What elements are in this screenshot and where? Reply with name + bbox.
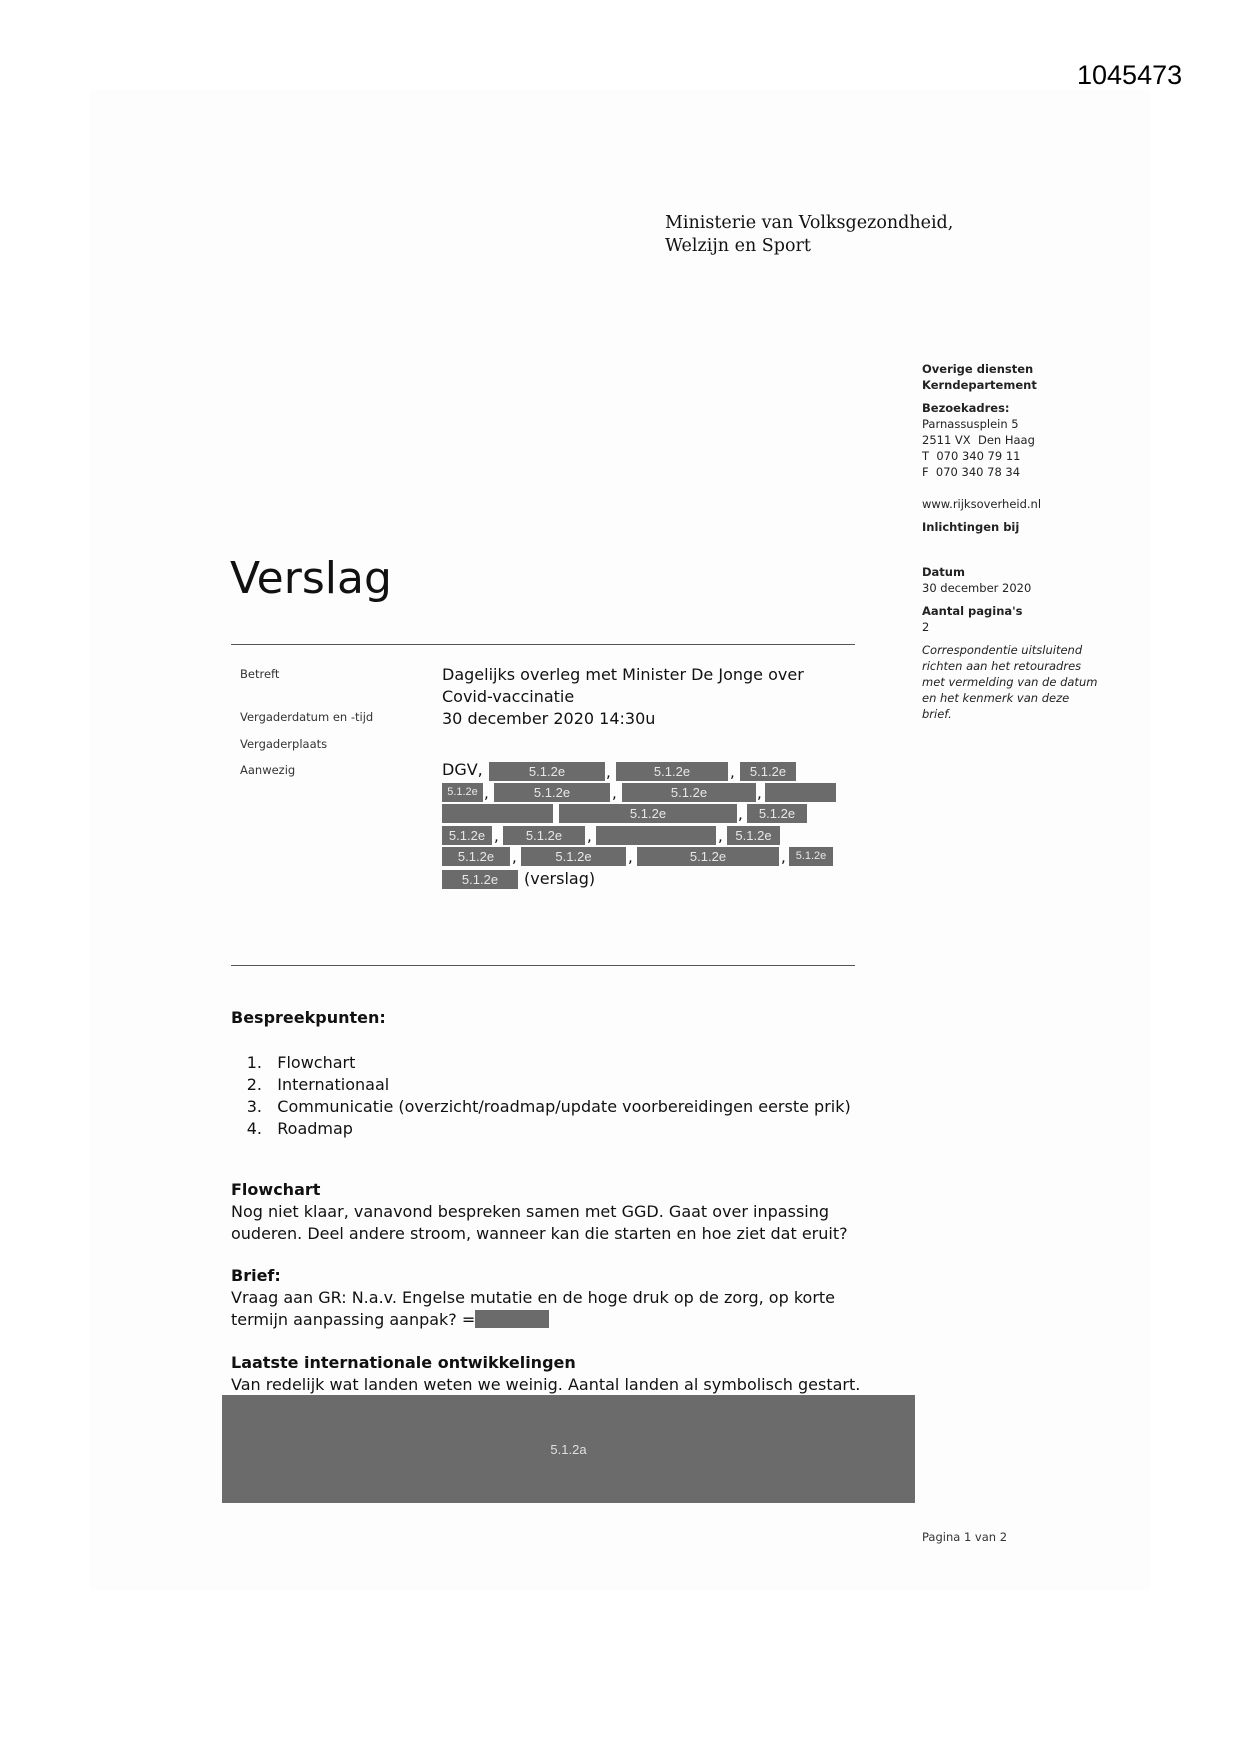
item-number: 3. — [246, 1097, 262, 1116]
comma: , — [606, 763, 611, 781]
note-line: en het kenmerk van deze — [922, 691, 1070, 705]
redaction: 5.1.2e — [442, 783, 483, 802]
redaction: 5.1.2e — [442, 847, 510, 866]
pages-label: Aantal pagina's — [922, 604, 1023, 618]
redaction: 5.1.2e — [622, 783, 756, 802]
section-heading: Laatste internationale ontwikkelingen — [231, 1353, 576, 1372]
agenda-item — [231, 1052, 851, 1074]
item-label: Roadmap — [277, 1119, 353, 1138]
subject-label: Betreft — [240, 667, 280, 681]
section-heading: Brief: — [231, 1266, 281, 1285]
comma: , — [628, 848, 633, 866]
redaction: 5.1.2e — [616, 762, 728, 781]
section-text: termijn aanpassing aanpak? = — [231, 1310, 476, 1329]
comma: , — [730, 763, 735, 781]
comma: , — [512, 848, 517, 866]
note-line: brief. — [922, 707, 952, 721]
redaction: 5.1.2e — [503, 826, 585, 845]
item-label: Internationaal — [277, 1075, 390, 1094]
item-number: 2. — [246, 1075, 262, 1094]
redaction: 5.1.2e — [747, 804, 807, 823]
address-line-2: 2511 VX Den Haag — [922, 433, 1035, 447]
sidebar-info — [922, 361, 1097, 722]
section-text: Vraag aan GR: N.a.v. Engelse mutatie en de hoge druk op de zorg, op korte — [231, 1288, 836, 1307]
place-label: Vergaderplaats — [240, 737, 328, 751]
redaction: 5.1.2e — [637, 847, 779, 866]
date-label: Datum — [922, 565, 965, 579]
redaction: 5.1.2e — [521, 847, 626, 866]
redaction: 5.1.2e — [740, 762, 796, 781]
section-text: ouderen. Deel andere stroom, wanneer kan die starten en hoe ziet dat eruit? — [231, 1224, 848, 1243]
comma: , — [484, 784, 489, 802]
divider — [231, 644, 855, 645]
dept-2: Kerndepartement — [922, 378, 1037, 392]
ministry-line-2: Welzijn en Sport — [665, 236, 811, 256]
present-label: Aanwezig — [240, 763, 296, 777]
agenda-item — [231, 1118, 851, 1140]
comma: , — [587, 827, 592, 845]
redaction: 5.1.2e — [559, 804, 737, 823]
comma: , — [757, 784, 762, 802]
subject-value — [442, 664, 804, 730]
comma: , — [781, 848, 786, 866]
note-line: Correspondentie uitsluitend — [922, 643, 1083, 657]
item-number: 4. — [246, 1119, 262, 1138]
section-heading: Flowchart — [231, 1180, 321, 1199]
section-brief — [231, 1265, 835, 1331]
agenda-item — [231, 1096, 851, 1118]
agenda-heading: Bespreekpunten: — [231, 1008, 386, 1027]
subject-line: Covid-vaccinatie — [442, 687, 575, 706]
comma: , — [718, 827, 723, 845]
comma: , — [738, 805, 743, 823]
redaction: 5.1.2e — [442, 870, 518, 889]
address-line-1: Parnassusplein 5 — [922, 417, 1019, 431]
item-label: Communicatie (overzicht/roadmap/update voorbereidingen eerste prik) — [277, 1097, 851, 1116]
redaction: 5.1.2e — [489, 762, 605, 781]
datetime-value: 30 december 2020 14:30u — [442, 709, 656, 728]
correspondence-note — [922, 642, 1097, 722]
note-line: met vermelding van de datum — [922, 675, 1098, 689]
section-flowchart — [231, 1179, 848, 1245]
agenda-item — [231, 1074, 851, 1096]
item-label: Flowchart — [277, 1053, 356, 1072]
section-text: Van redelijk wat landen weten we weinig. Aantal landen al symbolisch gestart. — [231, 1375, 861, 1394]
datetime-label: Vergaderdatum en -tijd — [240, 710, 374, 724]
pages-value: 2 — [922, 620, 930, 634]
subject-line: Dagelijks overleg met Minister De Jonge over — [442, 665, 804, 684]
visit-address-label: Bezoekadres: — [922, 401, 1010, 415]
document-number: 1045473 — [1077, 60, 1183, 90]
date-value: 30 december 2020 — [922, 581, 1032, 595]
comma: , — [612, 784, 617, 802]
page-number: Pagina 1 van 2 — [922, 1530, 1008, 1544]
redaction-blank — [765, 783, 836, 802]
redaction-blank — [475, 1310, 549, 1328]
redaction: 5.1.2e — [494, 783, 610, 802]
attendee-dgv: DGV, — [442, 760, 483, 779]
redaction: 5.1.2e — [442, 826, 492, 845]
phone: T 070 340 79 11 — [922, 449, 1021, 463]
note-line: richten aan het retouradres — [922, 659, 1082, 673]
comma: , — [494, 827, 499, 845]
item-number: 1. — [246, 1053, 262, 1072]
info-label: Inlichtingen bij — [922, 520, 1020, 534]
redaction: 5.1.2e — [789, 847, 833, 866]
attendee-suffix: (verslag) — [524, 869, 596, 888]
section-international — [231, 1352, 860, 1396]
redaction: 5.1.2e — [727, 826, 780, 845]
ministry-line-1: Ministerie van Volksgezondheid, — [665, 213, 954, 233]
ministry-logo-text — [665, 212, 953, 258]
document-title: Verslag — [230, 553, 392, 604]
divider — [231, 965, 855, 966]
section-text: Nog niet klaar, vanavond bespreken samen met GGD. Gaat over inpassing — [231, 1202, 830, 1221]
website-link[interactable]: www.rijksoverheid.nl — [922, 497, 1042, 511]
redaction-blank — [596, 826, 716, 845]
redaction-blank — [442, 804, 553, 823]
dept-1: Overige diensten — [922, 362, 1034, 376]
fax: F 070 340 78 34 — [922, 465, 1021, 479]
redaction-block: 5.1.2a — [222, 1395, 915, 1503]
agenda-list — [231, 1052, 851, 1140]
